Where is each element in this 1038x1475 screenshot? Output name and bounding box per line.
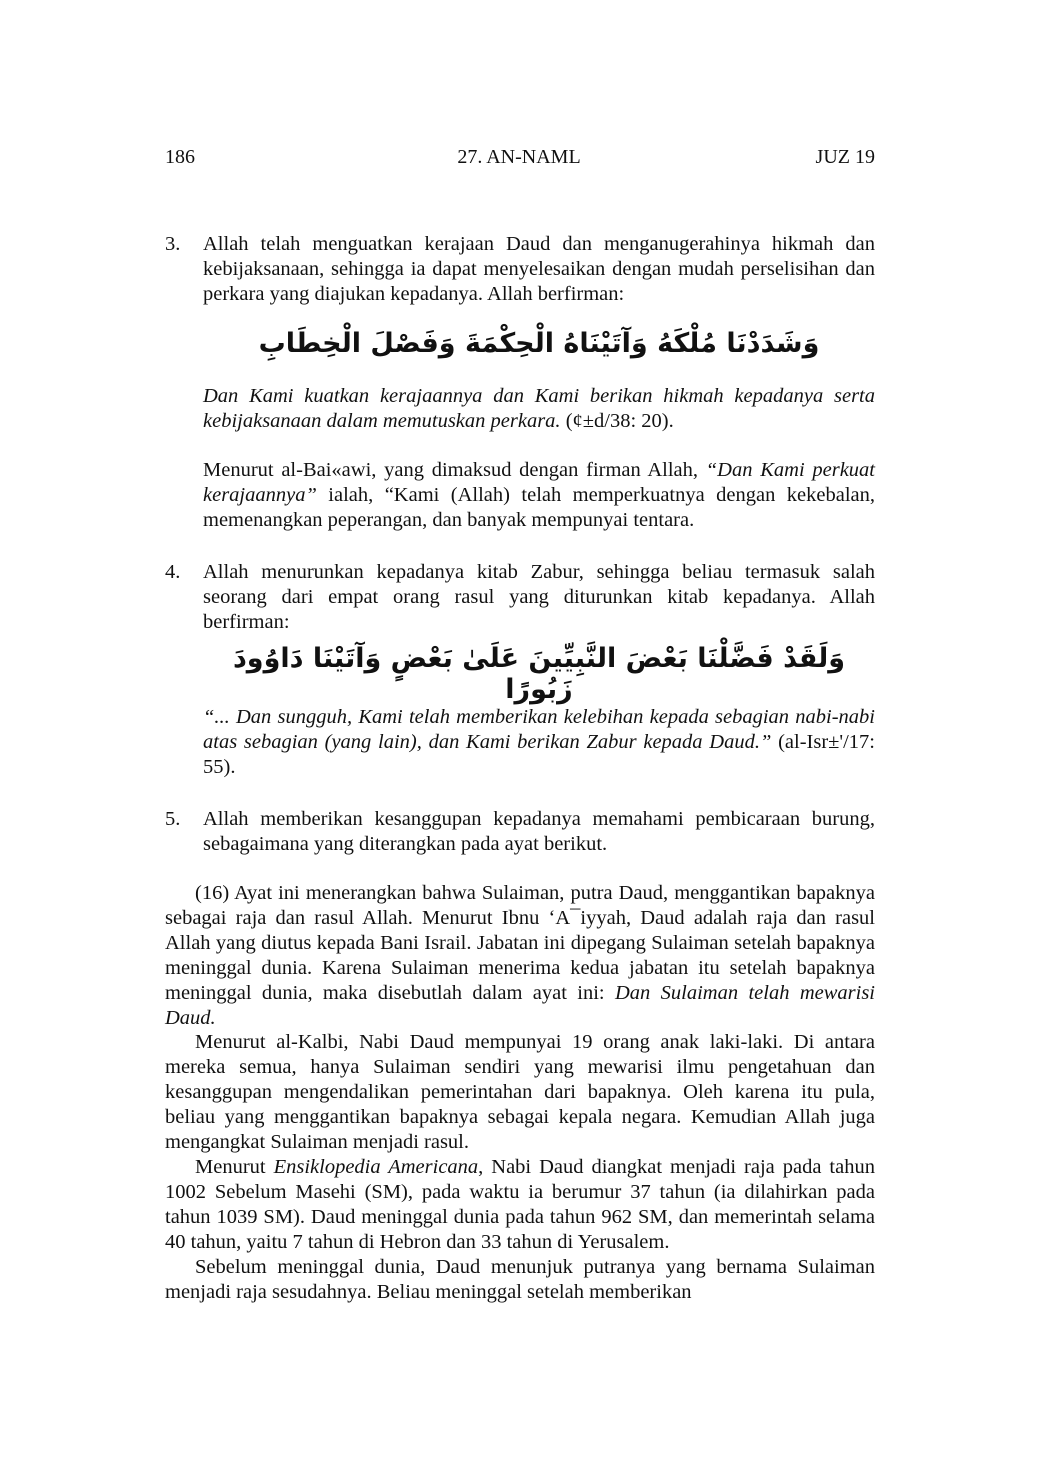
body-text bbox=[165, 881, 875, 1304]
juz-label: JUZ 19 bbox=[815, 146, 875, 168]
item-text: Allah telah menguatkan kerajaan Daud dan menganugerahinya hikmah dan kebijaksanaan, sehingga ia dapat menyelesaikan dengan mudah perselisihan dan perkara yang diajukan kepadanya. Allah berfirman: bbox=[203, 233, 875, 306]
paragraph bbox=[165, 1155, 875, 1255]
item-text: Allah menurunkan kepadanya kitab Zabur, sehingga beliau termasuk salah seorang dari empat orang rasul yang diturunkan kitab kepadanya. Allah berfirman: bbox=[203, 561, 875, 634]
paragraph-text: Menurut bbox=[195, 1155, 274, 1178]
commentary-text: Menurut al-Bai«awi, yang dimaksud dengan firman Allah, bbox=[203, 459, 706, 481]
verse-reference: (¢±d/38: 20). bbox=[560, 410, 674, 433]
translation-text: Dan Kami kuatkan kerajaannya dan Kami berikan hikmah kepadanya serta kebijaksanaan dalam memutuskan perkara. bbox=[203, 385, 875, 433]
verse-reference: (al-Isr±'/17: 55). bbox=[203, 731, 875, 779]
list-item-5 bbox=[165, 807, 875, 857]
arabic-verse: وَلَقَدْ فَضَّلْنَا بَعْضَ النَّبِيِّينَ عَلَىٰ بَعْضٍ وَآتَيْنَا دَاوُودَ زَبُورًا bbox=[232, 643, 846, 705]
paragraph-text: (16) Ayat ini menerangkan bahwa Sulaiman, putra Daud, menggantikan bapaknya sebagai raja dan rasul Allah. Menurut Ibnu ‘A¯iyyah, Daud adalah raja dan rasul Allah yang diutus kepada Bani Israil. Jabatan ini dipegang Sulaiman setelah bapaknya meninggal dunia. Karena Sulaiman menerima kedua jabatan itu setelah bapaknya meninggal dunia, maka disebutlah dalam ayat ini: bbox=[165, 882, 875, 1004]
commentary bbox=[165, 458, 875, 534]
list-item-3 bbox=[165, 232, 875, 308]
verse-translation bbox=[165, 384, 875, 434]
item-number: 4. bbox=[165, 561, 181, 583]
item-text: Allah memberikan kesanggupan kepadanya memahami pembicaraan burung, sebagaimana yang diterangkan pada ayat berikut. bbox=[203, 808, 875, 856]
paragraph: Sebelum meninggal dunia, Daud menunjuk putranya yang bernama Sulaiman menjadi raja sesudahnya. Beliau meninggal setelah memberikan bbox=[165, 1255, 875, 1303]
item-number: 5. bbox=[165, 808, 181, 830]
paragraph: Menurut al-Kalbi, Nabi Daud mempunyai 19 orang anak laki-laki. Di antara mereka semua, hanya Sulaiman sendiri yang mewarisi ilmu pengetahuan dan kesanggupan mengendalikan pemerintahan dari bapaknya. Oleh karena itu pula, beliau yang menggantikan bapaknya sebagai kepala negara. Kemudian Allah juga mengangkat Sulaiman menjadi rasul. bbox=[165, 1031, 875, 1154]
paragraph bbox=[165, 881, 875, 1030]
paragraph-italic: Ensiklopedia Americana bbox=[273, 1155, 479, 1178]
commentary-quote: “Dan Kami perkuat kerajaannya” bbox=[203, 459, 876, 507]
paragraph-italic: Dan Sulaiman telah mewarisi Daud. bbox=[165, 981, 875, 1029]
list-item-4 bbox=[165, 560, 875, 636]
page-number: 186 bbox=[165, 146, 195, 168]
paragraph-text: , Nabi Daud diangkat menjadi raja pada tahun 1002 Sebelum Masehi (SM), pada waktu ia berumur 37 tahun (ia dilahirkan pada tahun 1039 SM). Daud meninggal dunia pada tahun 962 SM, dan memerintah selama 40 tahun, yaitu 7 tahun di Hebron dan 33 tahun di Yerusalem. bbox=[165, 1155, 875, 1253]
commentary-text: ialah, “Kami (Allah) telah memperkuatnya dengan kekebalan, memenangkan peperangan, dan banyak mempunyai tentara. bbox=[203, 484, 875, 532]
arabic-verse: وَشَدَدْنَا مُلْكَهُ وَآتَيْنَاهُ الْحِكْمَةَ وَفَصْلَ الْخِطَابِ bbox=[258, 328, 820, 359]
running-title: 27. AN-NAML bbox=[457, 146, 581, 168]
verse-translation bbox=[165, 705, 875, 781]
translation-text: “... Dan sungguh, Kami telah memberikan kelebihan kepada sebagian nabi-nabi atas sebagian (yang lain), dan Kami berikan Zabur kepada Daud.” bbox=[203, 706, 875, 754]
item-number: 3. bbox=[165, 233, 181, 255]
